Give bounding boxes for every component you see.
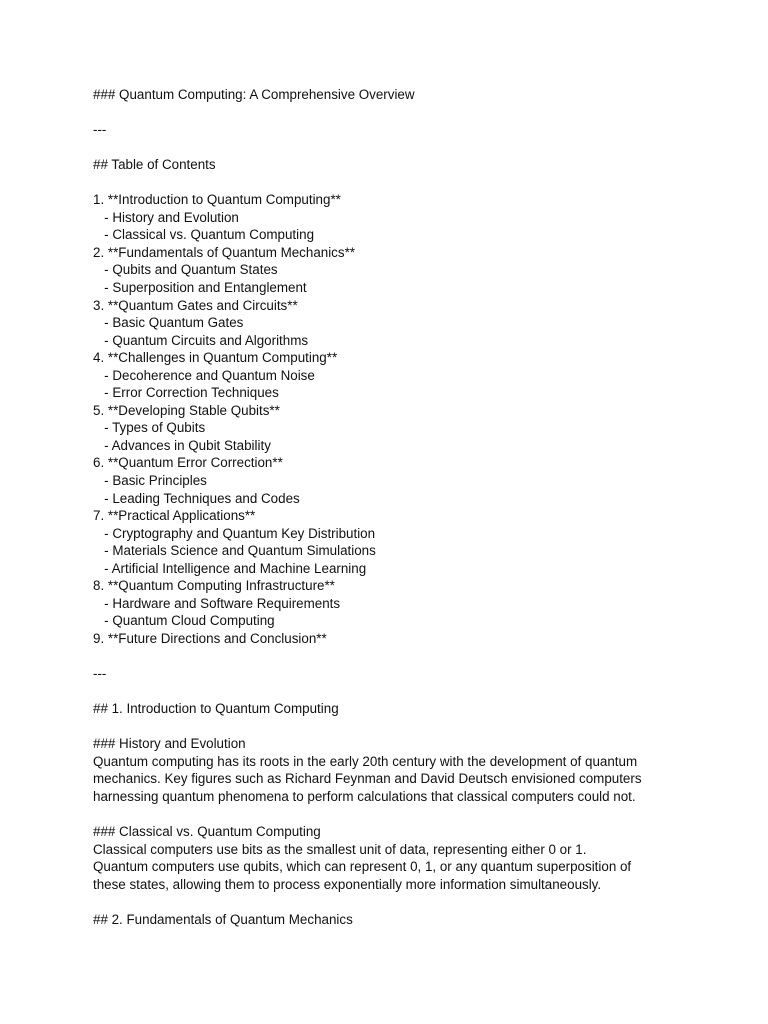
text-line: 5. **Developing Stable Qubits**: [93, 402, 280, 418]
text-line: ## Table of Contents: [93, 157, 216, 173]
text-line: - Types of Qubits: [93, 420, 206, 436]
blank-line: [93, 893, 733, 911]
text-line: harnessing quantum phenomena to perform calculations that classical computers could not.: [93, 788, 636, 804]
text-line: mechanics. Key figures such as Richard Feynman and David Deutsch envisioned computers: [93, 771, 642, 787]
blank-line: [93, 139, 733, 157]
text-line: - Qubits and Quantum States: [93, 262, 278, 278]
blank-line: [93, 718, 733, 736]
text-line: ### Classical vs. Quantum Computing: [93, 823, 321, 839]
text-line: - Materials Science and Quantum Simulations: [93, 543, 376, 559]
text-line: - Artificial Intelligence and Machine Learning: [93, 560, 367, 576]
text-line: - Superposition and Entanglement: [93, 280, 307, 296]
text-line: 2. **Fundamentals of Quantum Mechanics**: [93, 244, 356, 260]
text-line: - Quantum Circuits and Algorithms: [93, 332, 309, 348]
text-line: - Leading Techniques and Codes: [93, 490, 300, 506]
text-line: - History and Evolution: [93, 209, 239, 225]
text-line: ---: [93, 666, 107, 682]
text-line: - Error Correction Techniques: [93, 385, 279, 401]
text-line: - Decoherence and Quantum Noise: [93, 367, 315, 383]
text-line: - Basic Quantum Gates: [93, 315, 244, 331]
blank-line: [93, 174, 733, 192]
text-line: 7. **Practical Applications**: [93, 508, 256, 524]
text-line: 6. **Quantum Error Correction**: [93, 455, 283, 471]
text-line: - Hardware and Software Requirements: [93, 595, 341, 611]
text-line: 3. **Quantum Gates and Circuits**: [93, 297, 298, 313]
blank-line: [93, 648, 733, 666]
text-line: 9. **Future Directions and Conclusion**: [93, 630, 327, 646]
text-line: - Basic Principles: [93, 473, 207, 489]
blank-line: [93, 805, 733, 823]
text-line: ## 1. Introduction to Quantum Computing: [93, 701, 339, 717]
text-line: Quantum computing has its roots in the early 20th century with the development of quantum: [93, 753, 638, 769]
text-line: 8. **Quantum Computing Infrastructure**: [93, 578, 335, 594]
text-line: - Quantum Cloud Computing: [93, 613, 275, 629]
text-line: Quantum computers use qubits, which can represent 0, 1, or any quantum superposition of: [93, 859, 632, 875]
text-line: ### Quantum Computing: A Comprehensive Overview: [93, 87, 415, 102]
document-body: [93, 86, 733, 928]
text-line: - Cryptography and Quantum Key Distribution: [93, 525, 376, 541]
text-line: 4. **Challenges in Quantum Computing**: [93, 350, 338, 366]
text-line: ## 2. Fundamentals of Quantum Mechanics: [93, 911, 353, 927]
blank-line: [93, 683, 733, 701]
text-line: 1. **Introduction to Quantum Computing**: [93, 192, 341, 208]
text-line: these states, allowing them to process exponentially more information simultaneously.: [93, 876, 602, 892]
text-line: ---: [93, 122, 107, 138]
text-line: Classical computers use bits as the smallest unit of data, representing either 0 or 1.: [93, 841, 587, 857]
text-line: - Classical vs. Quantum Computing: [93, 227, 315, 243]
blank-line: [93, 104, 733, 122]
text-line: ### History and Evolution: [93, 736, 246, 752]
text-line: - Advances in Qubit Stability: [93, 437, 271, 453]
